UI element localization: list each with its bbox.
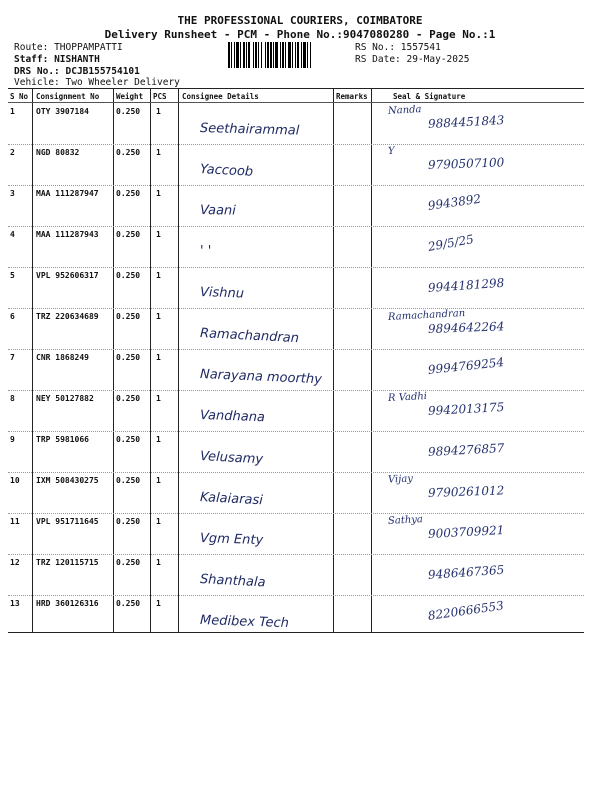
receiver-signature: R Vadhi bbox=[387, 390, 428, 405]
col-header-weight: Weight bbox=[116, 92, 144, 101]
row-divider bbox=[8, 472, 584, 473]
cell-weight: 0.250 bbox=[116, 148, 141, 157]
route-label: Route: bbox=[14, 42, 49, 53]
vehicle-value: Two Wheeler Delivery bbox=[65, 77, 180, 88]
barcode-bar bbox=[288, 42, 291, 68]
col-header-remarks: Remarks bbox=[336, 92, 368, 101]
row-divider bbox=[8, 595, 584, 596]
cell-weight: 0.250 bbox=[116, 476, 141, 485]
table-row bbox=[8, 185, 584, 226]
cell-sno: 8 bbox=[10, 394, 15, 403]
cell-consignment-no: MAA 111287943 bbox=[36, 230, 99, 239]
cell-consignment-no: NEY 50127882 bbox=[36, 394, 94, 403]
barcode-bar bbox=[231, 42, 232, 68]
receiver-phone: 9790261012 bbox=[427, 483, 505, 500]
barcode-bar bbox=[307, 42, 308, 68]
cell-weight: 0.250 bbox=[116, 230, 141, 239]
table-row bbox=[8, 103, 584, 144]
consignee-handwriting: ' ' bbox=[200, 244, 212, 259]
row-divider bbox=[8, 226, 584, 227]
vehicle-label: Vehicle: bbox=[14, 77, 60, 88]
cell-pcs: 1 bbox=[156, 189, 161, 198]
cell-consignment-no: TRZ 220634689 bbox=[36, 312, 99, 321]
cell-consignment-no: VPL 951711645 bbox=[36, 517, 99, 526]
barcode-bar bbox=[240, 42, 241, 68]
col-header-consignment: Consignment No bbox=[36, 92, 100, 101]
barcode-bar bbox=[282, 42, 284, 68]
staff-line bbox=[14, 54, 100, 65]
table-row bbox=[8, 595, 584, 636]
barcode-bar bbox=[280, 42, 281, 68]
cell-consignment-no: HRD 360126316 bbox=[36, 599, 99, 608]
receiver-phone: 9942013175 bbox=[427, 400, 505, 418]
row-divider bbox=[8, 267, 584, 268]
cell-sno: 6 bbox=[10, 312, 15, 321]
cell-sno: 7 bbox=[10, 353, 15, 362]
staff-value: NISHANTH bbox=[54, 54, 100, 65]
row-divider bbox=[8, 144, 584, 145]
row-divider bbox=[8, 513, 584, 514]
table-row bbox=[8, 267, 584, 308]
barcode-bar bbox=[292, 42, 293, 68]
row-divider bbox=[8, 554, 584, 555]
receiver-phone: 29/5/25 bbox=[426, 232, 475, 254]
col-header-sno: S No bbox=[10, 92, 29, 101]
receiver-phone: 9884451843 bbox=[427, 113, 505, 131]
consignee-handwriting: Vishnu bbox=[199, 285, 245, 302]
receiver-phone: 9790507100 bbox=[427, 155, 505, 172]
receiver-signature: Ramachandran bbox=[387, 307, 466, 324]
cell-consignment-no: TRZ 120115715 bbox=[36, 558, 99, 567]
barcode-bar bbox=[228, 42, 230, 68]
table-row bbox=[8, 554, 584, 595]
cell-pcs: 1 bbox=[156, 558, 161, 567]
table-row bbox=[8, 390, 584, 431]
cell-consignment-no: CNR 1868249 bbox=[36, 353, 89, 362]
cell-pcs: 1 bbox=[156, 394, 161, 403]
route-line bbox=[14, 42, 123, 53]
cell-sno: 12 bbox=[10, 558, 20, 567]
receiver-phone: 9003709921 bbox=[427, 523, 505, 541]
cell-weight: 0.250 bbox=[116, 189, 141, 198]
col-header-consignee: Consignee Details bbox=[182, 92, 259, 101]
runsheet-table bbox=[8, 88, 584, 633]
consignee-handwriting: Vandhana bbox=[199, 408, 266, 426]
cell-pcs: 1 bbox=[156, 435, 161, 444]
cell-pcs: 1 bbox=[156, 599, 161, 608]
barcode-bar bbox=[253, 42, 254, 68]
cell-sno: 4 bbox=[10, 230, 15, 239]
drs-label: DRS No.: bbox=[14, 66, 60, 77]
cell-pcs: 1 bbox=[156, 312, 161, 321]
barcode-bar bbox=[270, 42, 272, 68]
row-divider bbox=[8, 431, 584, 432]
consignee-handwriting: Narayana moorthy bbox=[199, 367, 323, 388]
receiver-phone: 9994769254 bbox=[427, 355, 505, 377]
barcode-bar bbox=[243, 42, 245, 68]
cell-sno: 3 bbox=[10, 189, 15, 198]
barcode-bar bbox=[303, 42, 306, 68]
consignee-handwriting: Shanthala bbox=[199, 572, 266, 591]
cell-weight: 0.250 bbox=[116, 271, 141, 280]
cell-pcs: 1 bbox=[156, 353, 161, 362]
cell-consignment-no: TRP 5981066 bbox=[36, 435, 89, 444]
cell-consignment-no: OTY 3907184 bbox=[36, 107, 89, 116]
table-row bbox=[8, 144, 584, 185]
consignee-handwriting: Vaani bbox=[199, 203, 236, 219]
drs-line bbox=[14, 66, 140, 77]
consignee-handwriting: Velusamy bbox=[199, 449, 264, 468]
cell-pcs: 1 bbox=[156, 271, 161, 280]
consignee-handwriting: Kalaiarasi bbox=[199, 490, 264, 509]
receiver-phone: 9486467365 bbox=[427, 562, 505, 582]
row-divider bbox=[8, 390, 584, 391]
col-header-signature: Seal & Signature bbox=[393, 92, 466, 101]
rs-no-value: 1557541 bbox=[400, 42, 441, 53]
cell-weight: 0.250 bbox=[116, 312, 141, 321]
cell-weight: 0.250 bbox=[116, 558, 141, 567]
cell-pcs: 1 bbox=[156, 517, 161, 526]
cell-sno: 2 bbox=[10, 148, 15, 157]
barcode-graphic bbox=[228, 42, 352, 68]
barcode-bar bbox=[273, 42, 274, 68]
consignee-handwriting: Yaccoob bbox=[199, 162, 254, 180]
barcode-bar bbox=[234, 42, 235, 68]
barcode-bar bbox=[261, 42, 262, 68]
staff-label: Staff: bbox=[14, 54, 49, 65]
rs-date-line bbox=[355, 54, 469, 65]
cell-pcs: 1 bbox=[156, 230, 161, 239]
rs-no-label: RS No.: bbox=[355, 42, 396, 53]
receiver-signature: Y bbox=[387, 145, 395, 158]
cell-consignment-no: MAA 111287947 bbox=[36, 189, 99, 198]
barcode-bar bbox=[258, 42, 259, 68]
cell-weight: 0.250 bbox=[116, 394, 141, 403]
table-row bbox=[8, 472, 584, 513]
receiver-phone: 8220666553 bbox=[427, 598, 505, 623]
consignee-handwriting: Vgm Enty bbox=[199, 531, 264, 549]
route-value: THOPPAMPATTI bbox=[54, 42, 123, 53]
cell-consignment-no: VPL 952606317 bbox=[36, 271, 99, 280]
barcode-bar bbox=[275, 42, 278, 68]
receiver-signature: Nanda bbox=[387, 104, 422, 117]
company-title: THE PROFESSIONAL COURIERS, COIMBATORE bbox=[177, 14, 423, 27]
table-row bbox=[8, 308, 584, 349]
receiver-signature: Sathya bbox=[387, 514, 424, 527]
barcode-bar bbox=[285, 42, 286, 68]
barcode-bar bbox=[255, 42, 257, 68]
rs-no-line bbox=[355, 42, 441, 53]
consignee-handwriting: Medibex Tech bbox=[199, 613, 290, 632]
cell-sno: 11 bbox=[10, 517, 20, 526]
barcode-bar bbox=[301, 42, 302, 68]
vehicle-line bbox=[14, 77, 180, 88]
barcode-bar bbox=[246, 42, 247, 68]
receiver-phone: 9894642264 bbox=[427, 319, 505, 336]
cell-pcs: 1 bbox=[156, 148, 161, 157]
cell-consignment-no: IXM 508430275 bbox=[36, 476, 99, 485]
cell-sno: 9 bbox=[10, 435, 15, 444]
consignee-handwriting: Ramachandran bbox=[199, 326, 300, 347]
table-row bbox=[8, 349, 584, 390]
consignee-handwriting: Seethairammal bbox=[199, 121, 300, 139]
row-divider bbox=[8, 349, 584, 350]
cell-weight: 0.250 bbox=[116, 517, 141, 526]
barcode-bar bbox=[248, 42, 250, 68]
barcode-bar bbox=[295, 42, 296, 68]
cell-pcs: 1 bbox=[156, 107, 161, 116]
receiver-phone: 9944181298 bbox=[427, 275, 505, 295]
cell-pcs: 1 bbox=[156, 476, 161, 485]
row-divider bbox=[8, 308, 584, 309]
cell-sno: 1 bbox=[10, 107, 15, 116]
cell-weight: 0.250 bbox=[116, 435, 141, 444]
receiver-signature: Vijay bbox=[387, 473, 414, 486]
col-header-pcs: PCS bbox=[153, 92, 167, 101]
row-divider bbox=[8, 185, 584, 186]
barcode-bar bbox=[236, 42, 239, 68]
barcode-bar bbox=[265, 42, 266, 68]
cell-sno: 10 bbox=[10, 476, 20, 485]
cell-weight: 0.250 bbox=[116, 353, 141, 362]
barcode-bar bbox=[297, 42, 299, 68]
receiver-phone: 9894276857 bbox=[427, 441, 505, 459]
rs-date-label: RS Date: bbox=[355, 54, 401, 65]
table-row bbox=[8, 226, 584, 267]
cell-consignment-no: NGD 80832 bbox=[36, 148, 80, 157]
cell-sno: 13 bbox=[10, 599, 20, 608]
runsheet-subtitle: Delivery Runsheet - PCM - Phone No.:9047080280 - Page No.:1 bbox=[104, 28, 496, 41]
cell-weight: 0.250 bbox=[116, 107, 141, 116]
cell-weight: 0.250 bbox=[116, 599, 141, 608]
cell-sno: 5 bbox=[10, 271, 15, 280]
drs-value: DCJB155754101 bbox=[65, 66, 140, 77]
table-row bbox=[8, 431, 584, 472]
table-row bbox=[8, 513, 584, 554]
barcode-bar bbox=[310, 42, 311, 68]
rs-date-value: 29-May-2025 bbox=[406, 54, 470, 65]
barcode-bar bbox=[267, 42, 269, 68]
receiver-phone: 9943892 bbox=[427, 191, 482, 213]
